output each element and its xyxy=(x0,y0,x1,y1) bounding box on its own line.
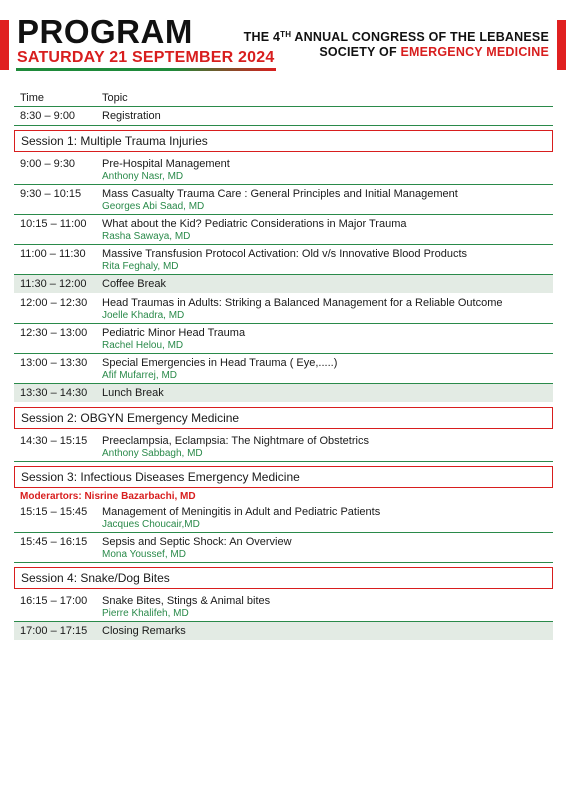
time-slot: 12:30 – 13:00 xyxy=(20,327,88,339)
break-row xyxy=(14,275,553,294)
speaker-name: Rachel Helou, MD xyxy=(102,340,184,351)
session-moderators: Moderartors: Nisrine Bazarbachi, MD xyxy=(20,491,196,502)
speaker-name: Rita Feghaly, MD xyxy=(102,261,179,272)
topic-title: Head Traumas in Adults: Striking a Balanced Management for a Reliable Outcome xyxy=(102,297,503,309)
program-row xyxy=(14,155,553,185)
topic-title: Lunch Break xyxy=(102,387,164,399)
speaker-name: Joelle Khadra, MD xyxy=(102,310,185,321)
speaker-name: Georges Abi Saad, MD xyxy=(102,201,205,212)
topic-cell xyxy=(102,625,553,638)
time-slot: 8:30 – 9:00 xyxy=(20,110,76,122)
topic-title: Management of Meningitis in Adult and Pediatric Patients xyxy=(102,506,381,518)
congress-line-2 xyxy=(244,45,549,60)
topic-cell xyxy=(102,158,553,182)
program-row xyxy=(14,107,553,126)
topic-cell xyxy=(102,218,553,242)
program-row xyxy=(14,215,553,245)
topic-title: Special Emergencies in Head Trauma ( Eye,.....) xyxy=(102,357,338,369)
speaker-name: Mona Youssef, MD xyxy=(102,549,186,560)
session-header: Session 3: Infectious Diseases Emergency Medicine xyxy=(14,466,553,488)
session-header: Session 4: Snake/Dog Bites xyxy=(14,567,553,589)
column-header-topic: Topic xyxy=(102,92,128,104)
time-slot: 13:00 – 13:30 xyxy=(20,357,88,369)
break-row xyxy=(14,384,553,403)
congress-title xyxy=(244,30,549,60)
topic-title: Registration xyxy=(102,110,161,122)
topic-cell xyxy=(102,248,553,272)
program-rows xyxy=(14,107,553,641)
topic-title: Coffee Break xyxy=(102,278,167,290)
speaker-name: Pierre Khalifeh, MD xyxy=(102,608,189,619)
time-slot: 10:15 – 11:00 xyxy=(20,218,87,230)
time-slot: 14:30 – 15:15 xyxy=(20,435,88,447)
society-label: SOCIETY OF xyxy=(319,45,401,59)
topic-cell xyxy=(102,357,553,381)
topic-cell xyxy=(102,327,553,351)
congress-ordinal: THE 4 xyxy=(243,30,281,44)
speaker-name: Anthony Nasr, MD xyxy=(102,171,184,182)
break-row xyxy=(14,622,553,641)
program-row xyxy=(14,503,553,533)
speaker-name: Anthony Sabbagh, MD xyxy=(102,448,203,459)
session-header: Session 2: OBGYN Emergency Medicine xyxy=(14,407,553,429)
program-row xyxy=(14,354,553,384)
topic-title: Closing Remarks xyxy=(102,625,186,637)
time-slot: 17:00 – 17:15 xyxy=(20,625,88,637)
time-slot: 16:15 – 17:00 xyxy=(20,595,88,607)
time-slot: 11:30 – 12:00 xyxy=(20,278,87,290)
topic-title: Pediatric Minor Head Trauma xyxy=(102,327,246,339)
topic-title: Snake Bites, Stings & Animal bites xyxy=(102,595,271,607)
topic-cell xyxy=(102,188,553,212)
speaker-name: Jacques Choucair,MD xyxy=(102,519,200,530)
topic-cell xyxy=(102,278,553,291)
time-slot: 13:30 – 14:30 xyxy=(20,387,88,399)
society-specialty: EMERGENCY MEDICINE xyxy=(400,45,549,59)
topic-title: Preeclampsia, Eclampsia: The Nightmare of Obstetrics xyxy=(102,435,369,447)
column-header-time: Time xyxy=(20,92,45,104)
time-slot: 12:00 – 12:30 xyxy=(20,297,88,309)
program-row xyxy=(14,294,553,324)
program-row xyxy=(14,533,553,563)
program-row xyxy=(14,185,553,215)
topic-title: Massive Transfusion Protocol Activation: Old v/s Innovative Blood Products xyxy=(102,248,468,260)
left-red-accent-bar xyxy=(0,20,9,70)
header-underline xyxy=(16,68,276,71)
page-title: PROGRAM xyxy=(17,13,193,50)
program-row xyxy=(14,432,553,462)
speaker-name: Afif Mufarrej, MD xyxy=(102,370,178,381)
congress-ordinal-suffix: TH xyxy=(280,30,292,39)
topic-cell xyxy=(102,110,553,123)
congress-line-1 xyxy=(244,30,549,45)
program-row xyxy=(14,245,553,275)
time-slot: 15:15 – 15:45 xyxy=(20,506,88,518)
time-slot: 11:00 – 11:30 xyxy=(20,248,86,260)
topic-title: Mass Casualty Trauma Care : General Principles and Initial Management xyxy=(102,188,458,200)
topic-cell xyxy=(102,387,553,400)
table-header xyxy=(14,90,553,107)
topic-title: Pre-Hospital Management xyxy=(102,158,230,170)
event-date: SATURDAY 21 SEPTEMBER 2024 xyxy=(17,49,275,66)
program-table xyxy=(14,90,553,641)
program-row xyxy=(14,592,553,622)
topic-cell xyxy=(102,536,553,560)
topic-cell xyxy=(102,297,553,321)
program-row xyxy=(14,324,553,354)
speaker-name: Rasha Sawaya, MD xyxy=(102,231,191,242)
congress-name: ANNUAL CONGRESS OF THE LEBANESE xyxy=(291,30,549,44)
topic-cell xyxy=(102,435,553,459)
topic-title: What about the Kid? Pediatric Considerations in Major Trauma xyxy=(102,218,407,230)
time-slot: 9:30 – 10:15 xyxy=(20,188,82,200)
topic-cell xyxy=(102,595,553,619)
topic-cell xyxy=(102,506,553,530)
right-red-accent-bar xyxy=(557,20,566,70)
topic-title: Sepsis and Septic Shock: An Overview xyxy=(102,536,292,548)
time-slot: 15:45 – 16:15 xyxy=(20,536,88,548)
time-slot: 9:00 – 9:30 xyxy=(20,158,76,170)
session-header: Session 1: Multiple Trauma Injuries xyxy=(14,130,553,152)
